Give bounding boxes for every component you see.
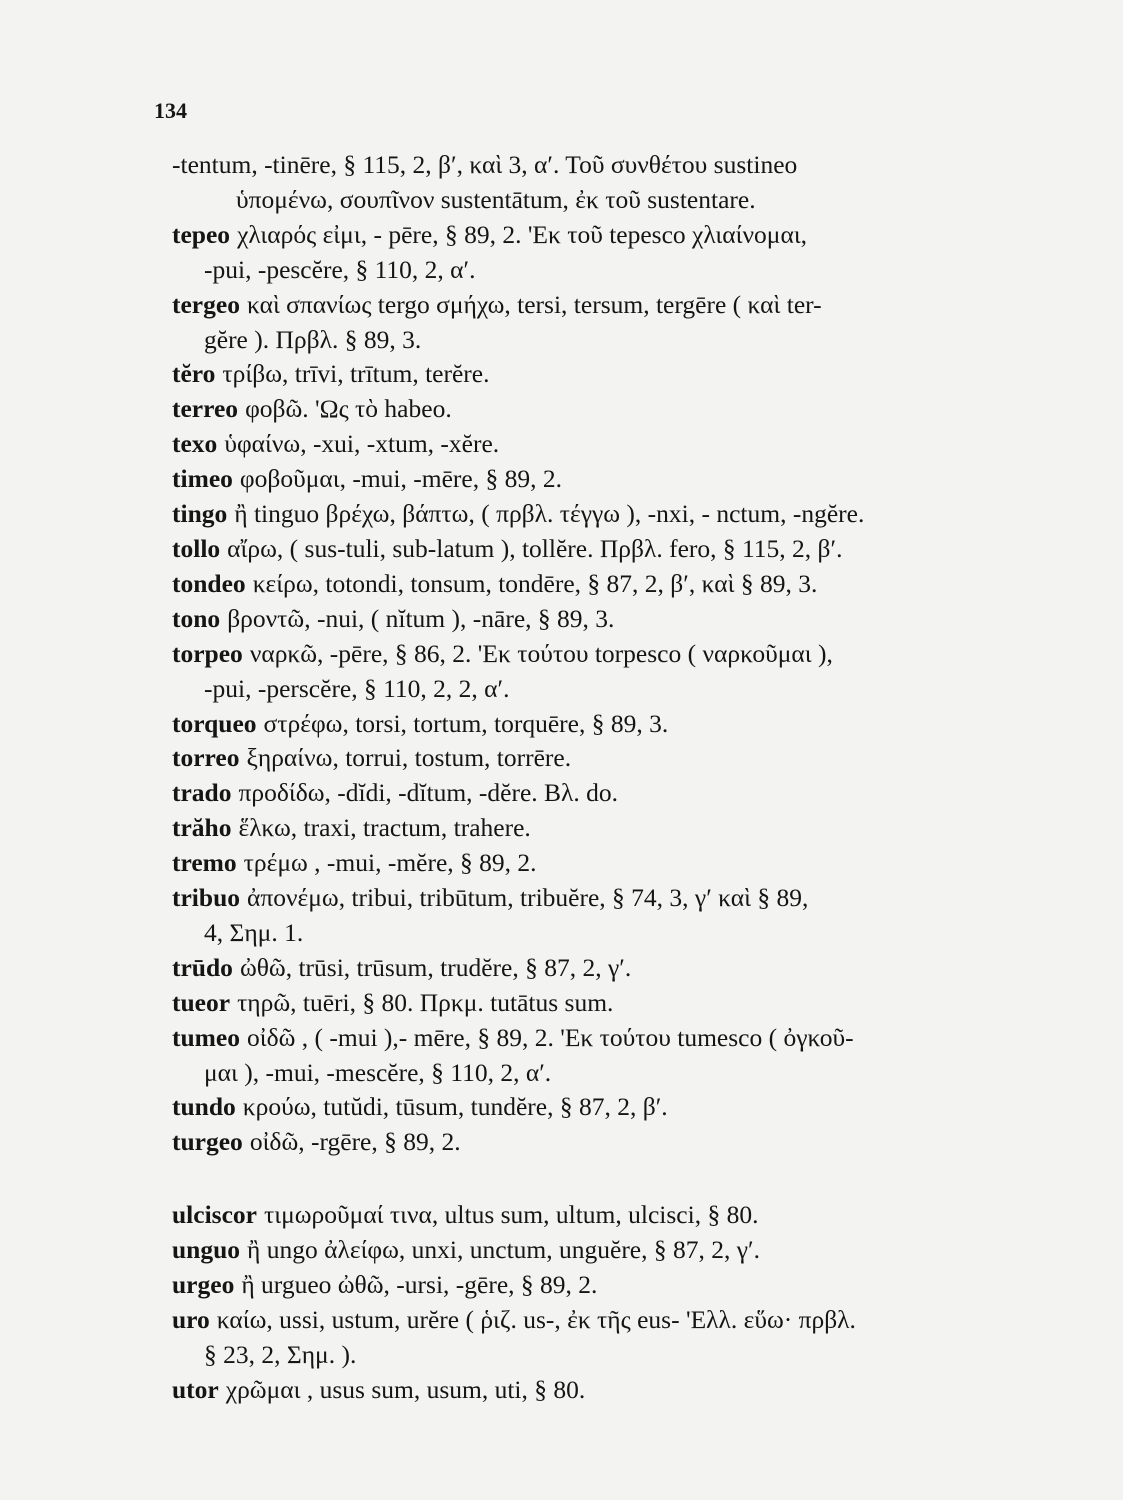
entry-headword: tribuo xyxy=(172,883,241,913)
entry-text: -tentum, -tinēre, § 115, 2, β′, καὶ 3, α′. Τοῦ συνθέτου sustineo xyxy=(172,150,798,179)
entry-headword: timeo xyxy=(172,464,233,494)
entry-text: ἢ tinguo βρέχω, βάπτω, ( πρβλ. τέγγω ), -nxi, - nctum, -ngĕre. xyxy=(234,499,865,529)
entry-text: τρίβω, trīvi, trītum, terĕre. xyxy=(222,359,490,389)
dictionary-entry xyxy=(172,427,1112,462)
entry-headword: tĕro xyxy=(172,359,216,389)
entry-headword: tumeo xyxy=(172,1022,240,1052)
dictionary-entry xyxy=(172,462,1112,497)
entry-text: τρέμω , -mui, -mĕre, § 89, 2. xyxy=(243,848,537,878)
dictionary-entry xyxy=(172,637,1112,707)
entry-text: ἢ ungo ἀλείφω, unxi, unctum, unguĕre, § 87, 2, γ′. xyxy=(247,1235,760,1265)
entry-text: χλιαρός εἰμι, - pēre, § 89, 2. 'Εκ τοῦ tepesco χλιαίνομαι, xyxy=(237,219,808,249)
dictionary-entries xyxy=(172,148,1112,1408)
dictionary-entry xyxy=(172,811,1112,846)
entry-text: οἰδῶ , ( -mui ),- mēre, § 89, 2. 'Εκ τούτου tumesco ( ὀγκοῦ- xyxy=(246,1022,854,1052)
entry-text: στρέφω, torsi, tortum, torquēre, § 89, 3. xyxy=(263,708,669,738)
dictionary-entry xyxy=(172,567,1112,602)
entry-text: φοβῶ. 'Ως τὸ habeo. xyxy=(245,394,452,424)
entry-text-continuation: -pui, -perscĕre, § 110, 2, 2, α′. xyxy=(204,673,510,703)
entry-headword: tergeo xyxy=(172,289,240,319)
dictionary-entry xyxy=(172,288,1112,358)
dictionary-entry xyxy=(172,532,1112,567)
entry-headword: tono xyxy=(172,603,221,633)
entry-text: ἀπονέμω, tribui, tribūtum, tribuĕre, § 74, 3, γ′ καὶ § 89, xyxy=(247,883,809,913)
entry-text: οἰδῶ, -rgēre, § 89, 2. xyxy=(249,1127,461,1157)
entry-text: ἕλκω, traxi, tractum, trahere. xyxy=(238,813,531,843)
entry-headword: tingo xyxy=(172,499,228,529)
entry-headword: terreo xyxy=(172,394,239,424)
entry-headword: turgeo xyxy=(172,1127,243,1157)
entry-text-continuation: 4, Σημ. 1. xyxy=(204,917,304,947)
dictionary-entry xyxy=(172,357,1112,392)
entry-headword: trado xyxy=(172,778,232,808)
entry-text: τηρῶ, tuēri, § 80. Πρκμ. tutātus sum. xyxy=(237,987,614,1017)
dictionary-entry xyxy=(172,986,1112,1021)
dictionary-entry xyxy=(172,1125,1112,1160)
entry-text-continuation: § 23, 2, Σημ. ). xyxy=(204,1339,357,1369)
entry-headword: tundo xyxy=(172,1092,236,1122)
entry-text-continuation: gĕre ). Πρβλ. § 89, 3. xyxy=(204,324,422,354)
entry-headword: trūdo xyxy=(172,952,233,982)
entry-headword: trăho xyxy=(172,813,232,843)
dictionary-entry xyxy=(172,1268,1112,1303)
entry-headword: tollo xyxy=(172,533,221,563)
entry-headword: urgeo xyxy=(172,1270,235,1300)
entry-headword: utor xyxy=(172,1374,219,1404)
page-number: 134 xyxy=(154,98,187,123)
dictionary-entry xyxy=(172,148,1112,218)
dictionary-entry xyxy=(172,1303,1112,1373)
entry-headword: tueor xyxy=(172,987,231,1017)
entry-text: ξηραίνω, torrui, tostum, torrēre. xyxy=(246,743,572,773)
entry-text: χρῶμαι , usus sum, usum, uti, § 80. xyxy=(225,1374,586,1404)
entry-headword: unguo xyxy=(172,1235,241,1265)
entry-headword: texo xyxy=(172,429,218,459)
entry-headword: torqueo xyxy=(172,708,257,738)
dictionary-entry xyxy=(172,497,1112,532)
entry-text: φοβοῦμαι, -mui, -mēre, § 89, 2. xyxy=(239,464,562,494)
dictionary-entry xyxy=(172,1090,1112,1125)
entry-text: προδίδω, -dĭdi, -dĭtum, -dĕre. Βλ. do. xyxy=(238,778,619,808)
dictionary-entry xyxy=(172,1198,1112,1233)
entry-text-continuation: ὑπομένω, σουπῖνον sustentātum, ἐκ τοῦ sustentare. xyxy=(236,184,756,214)
entry-text: αἴρω, ( sus-tuli, sub-latum ), tollĕre. Πρβλ. fero, § 115, 2, β′. xyxy=(227,533,843,563)
entry-text: ἢ urgueo ὠθῶ, -ursi, -gēre, § 89, 2. xyxy=(241,1270,598,1300)
dictionary-entry xyxy=(172,881,1112,951)
entry-text-continuation: μαι ), -mui, -mescĕre, § 110, 2, α′. xyxy=(204,1057,552,1087)
dictionary-entry xyxy=(172,1373,1112,1408)
entry-text: κείρω, totondi, tonsum, tondēre, § 87, 2, β′, καὶ § 89, 3. xyxy=(252,568,818,598)
dictionary-entry xyxy=(172,951,1112,986)
entry-text: κρούω, tutŭdi, tūsum, tundĕre, § 87, 2, β′. xyxy=(242,1092,668,1122)
dictionary-entry xyxy=(172,707,1112,742)
dictionary-entry xyxy=(172,776,1112,811)
entry-text-continuation: -pui, -pescĕre, § 110, 2, α′. xyxy=(204,254,476,284)
dictionary-entry xyxy=(172,1021,1112,1091)
dictionary-entry xyxy=(172,1233,1112,1268)
entry-headword: uro xyxy=(172,1305,210,1334)
entry-text: καίω, ussi, ustum, urĕre ( ῥιζ. us-, ἐκ τῆς eus- 'Ελλ. εὕω· πρβλ. xyxy=(216,1305,856,1334)
entry-headword: tremo xyxy=(172,848,237,878)
dictionary-entry xyxy=(172,392,1112,427)
dictionary-entry xyxy=(172,218,1112,288)
dictionary-entry xyxy=(172,846,1112,881)
entry-text: βροντῶ, -nui, ( nĭtum ), -nāre, § 89, 3. xyxy=(227,603,615,633)
entry-text: τιμωροῦμαί τινα, ultus sum, ultum, ulcisci, § 80. xyxy=(263,1200,759,1230)
entry-text: καὶ σπανίως tergo σμήχω, tersi, tersum, tergēre ( καὶ ter- xyxy=(246,289,822,319)
entry-headword: torpeo xyxy=(172,638,243,668)
entry-headword: tondeo xyxy=(172,568,246,598)
dictionary-entry xyxy=(172,602,1112,637)
entry-text: ὑφαίνω, -xui, -xtum, -xĕre. xyxy=(224,429,500,459)
entry-headword: ulciscor xyxy=(172,1200,257,1230)
entry-headword: torreo xyxy=(172,743,240,773)
entry-text: ὠθῶ, trūsi, trūsum, trudĕre, § 87, 2, γ′. xyxy=(239,952,632,982)
entry-headword: tepeo xyxy=(172,219,231,249)
entry-text: ναρκῶ, -pēre, § 86, 2. 'Εκ τούτου torpesco ( ναρκοῦμαι ), xyxy=(249,638,833,668)
dictionary-entry xyxy=(172,741,1112,776)
